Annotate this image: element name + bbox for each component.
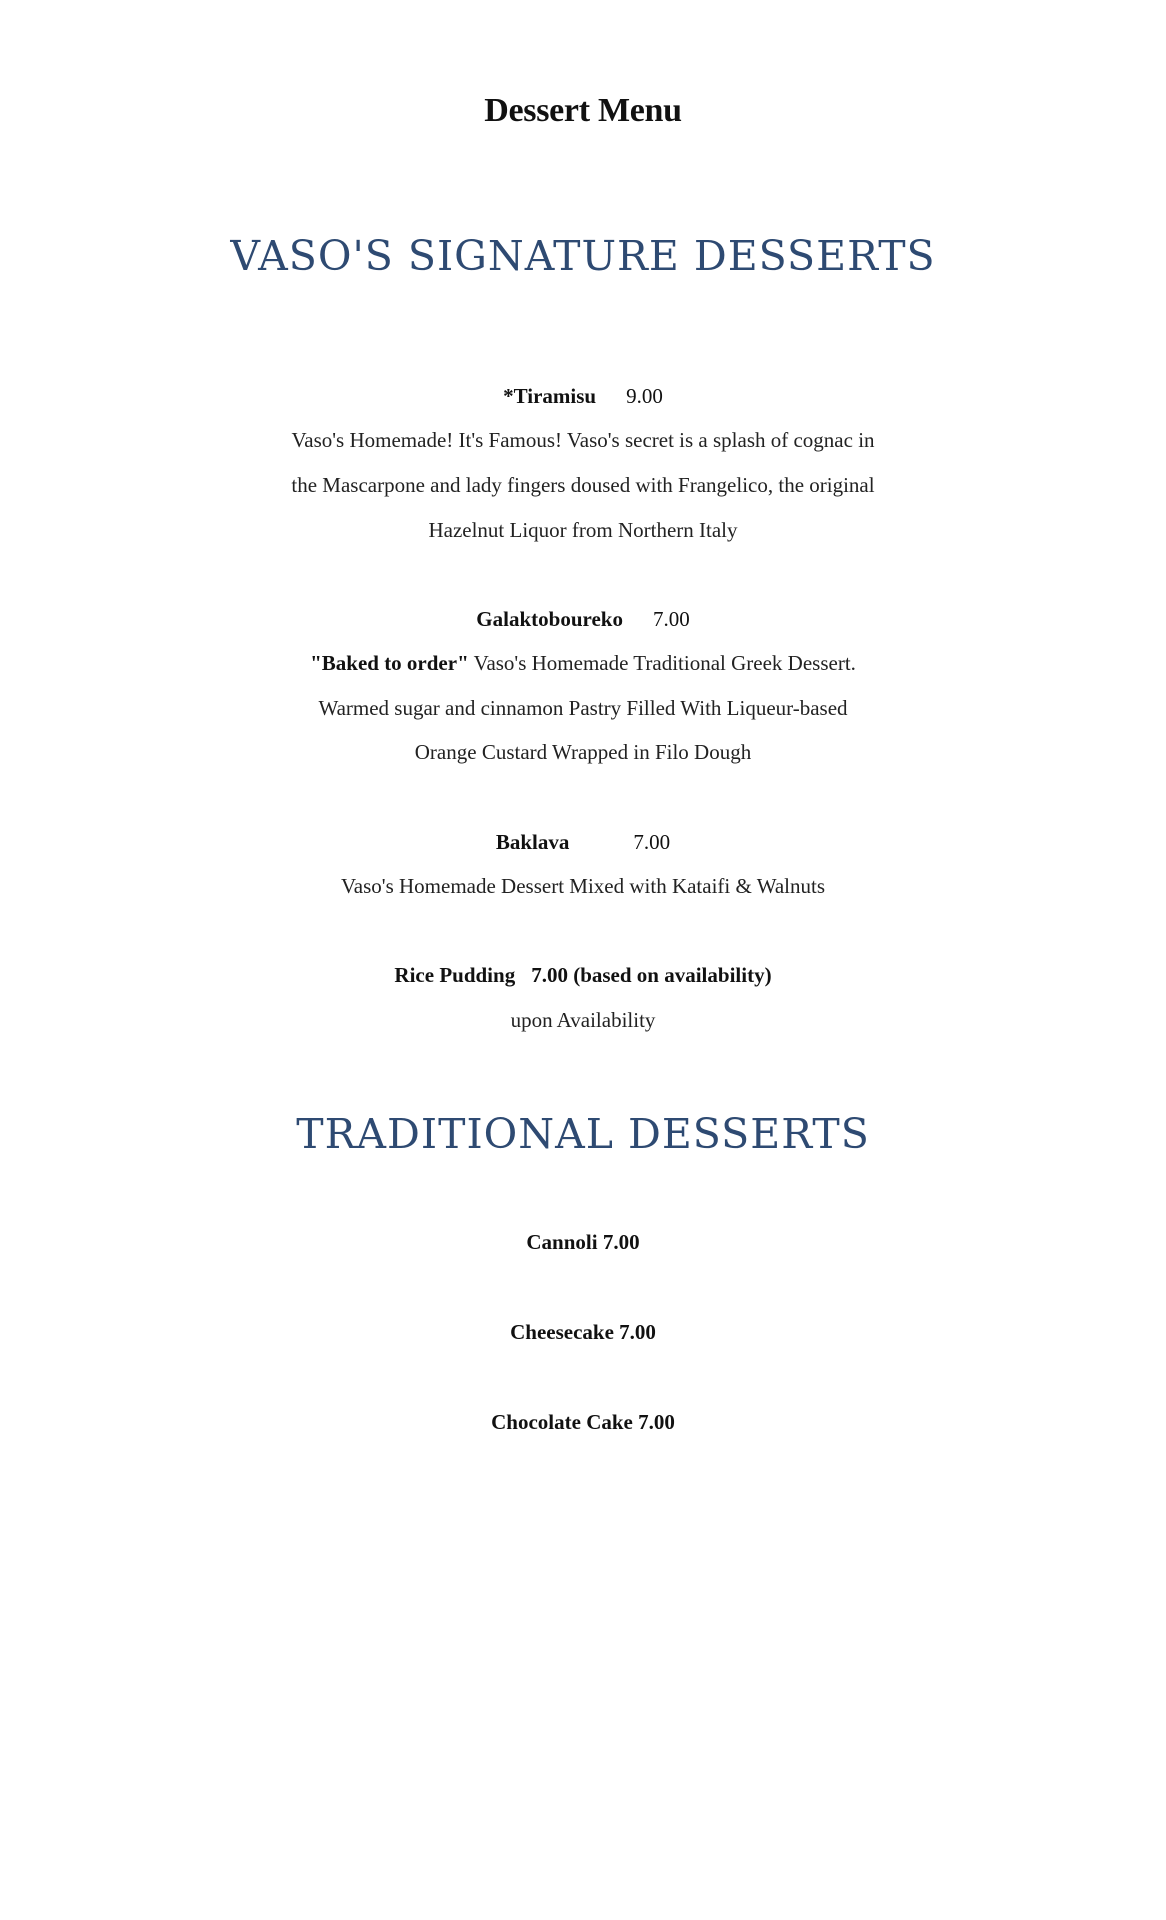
item-name: Rice Pudding [394,963,516,987]
menu-item-title [0,384,1166,409]
item-price: 7.00 (based on availability) [531,963,772,987]
item-name: Chocolate Cake [491,1410,633,1434]
menu-title: Dessert Menu [484,92,682,129]
item-description-line: Warmed sugar and cinnamon Pastry Filled With Liqueur-based [318,696,848,720]
item-description-line: Orange Custard Wrapped in Filo Dough [414,740,752,764]
menu-item-title [0,830,1166,855]
menu-item-title [0,1410,1166,1435]
menu-item-title [0,1320,1166,1345]
item-price: 7.00 [652,607,690,631]
item-description-line: upon Availability [510,1008,656,1032]
item-price: 7.00 [619,1320,656,1344]
item-name: Cheesecake [510,1320,614,1344]
item-name: *Tiramisu [503,384,597,408]
item-description-line: the Mascarpone and lady fingers doused with Frangelico, the original [291,473,875,497]
description-bold-prefix: "Baked to order" [310,651,469,675]
item-price: 7.00 [602,1230,640,1254]
item-name: Baklava [495,830,570,854]
menu-item-title [0,607,1166,632]
item-name: Galaktoboureko [476,607,623,631]
item-description-line [0,651,1166,676]
item-price: 9.00 [626,384,663,408]
menu-item-title [0,963,1166,988]
description-text: Vaso's Homemade Traditional Greek Dessert. [468,651,856,675]
menu-item-title [0,1230,1166,1255]
item-price: 7.00 [638,1410,675,1434]
traditional-section-heading: TRADITIONAL DESSERTS [296,1110,870,1158]
item-description-line: Vaso's Homemade Dessert Mixed with Kataifi & Walnuts [340,874,826,898]
item-price: 7.00 [633,830,671,854]
item-description-line: Hazelnut Liquor from Northern Italy [428,518,738,542]
item-description-line: Vaso's Homemade! It's Famous! Vaso's secret is a splash of cognac in [291,428,875,452]
signature-section-heading: VASO'S SIGNATURE DESSERTS [230,232,936,280]
item-name: Cannoli [526,1230,598,1254]
